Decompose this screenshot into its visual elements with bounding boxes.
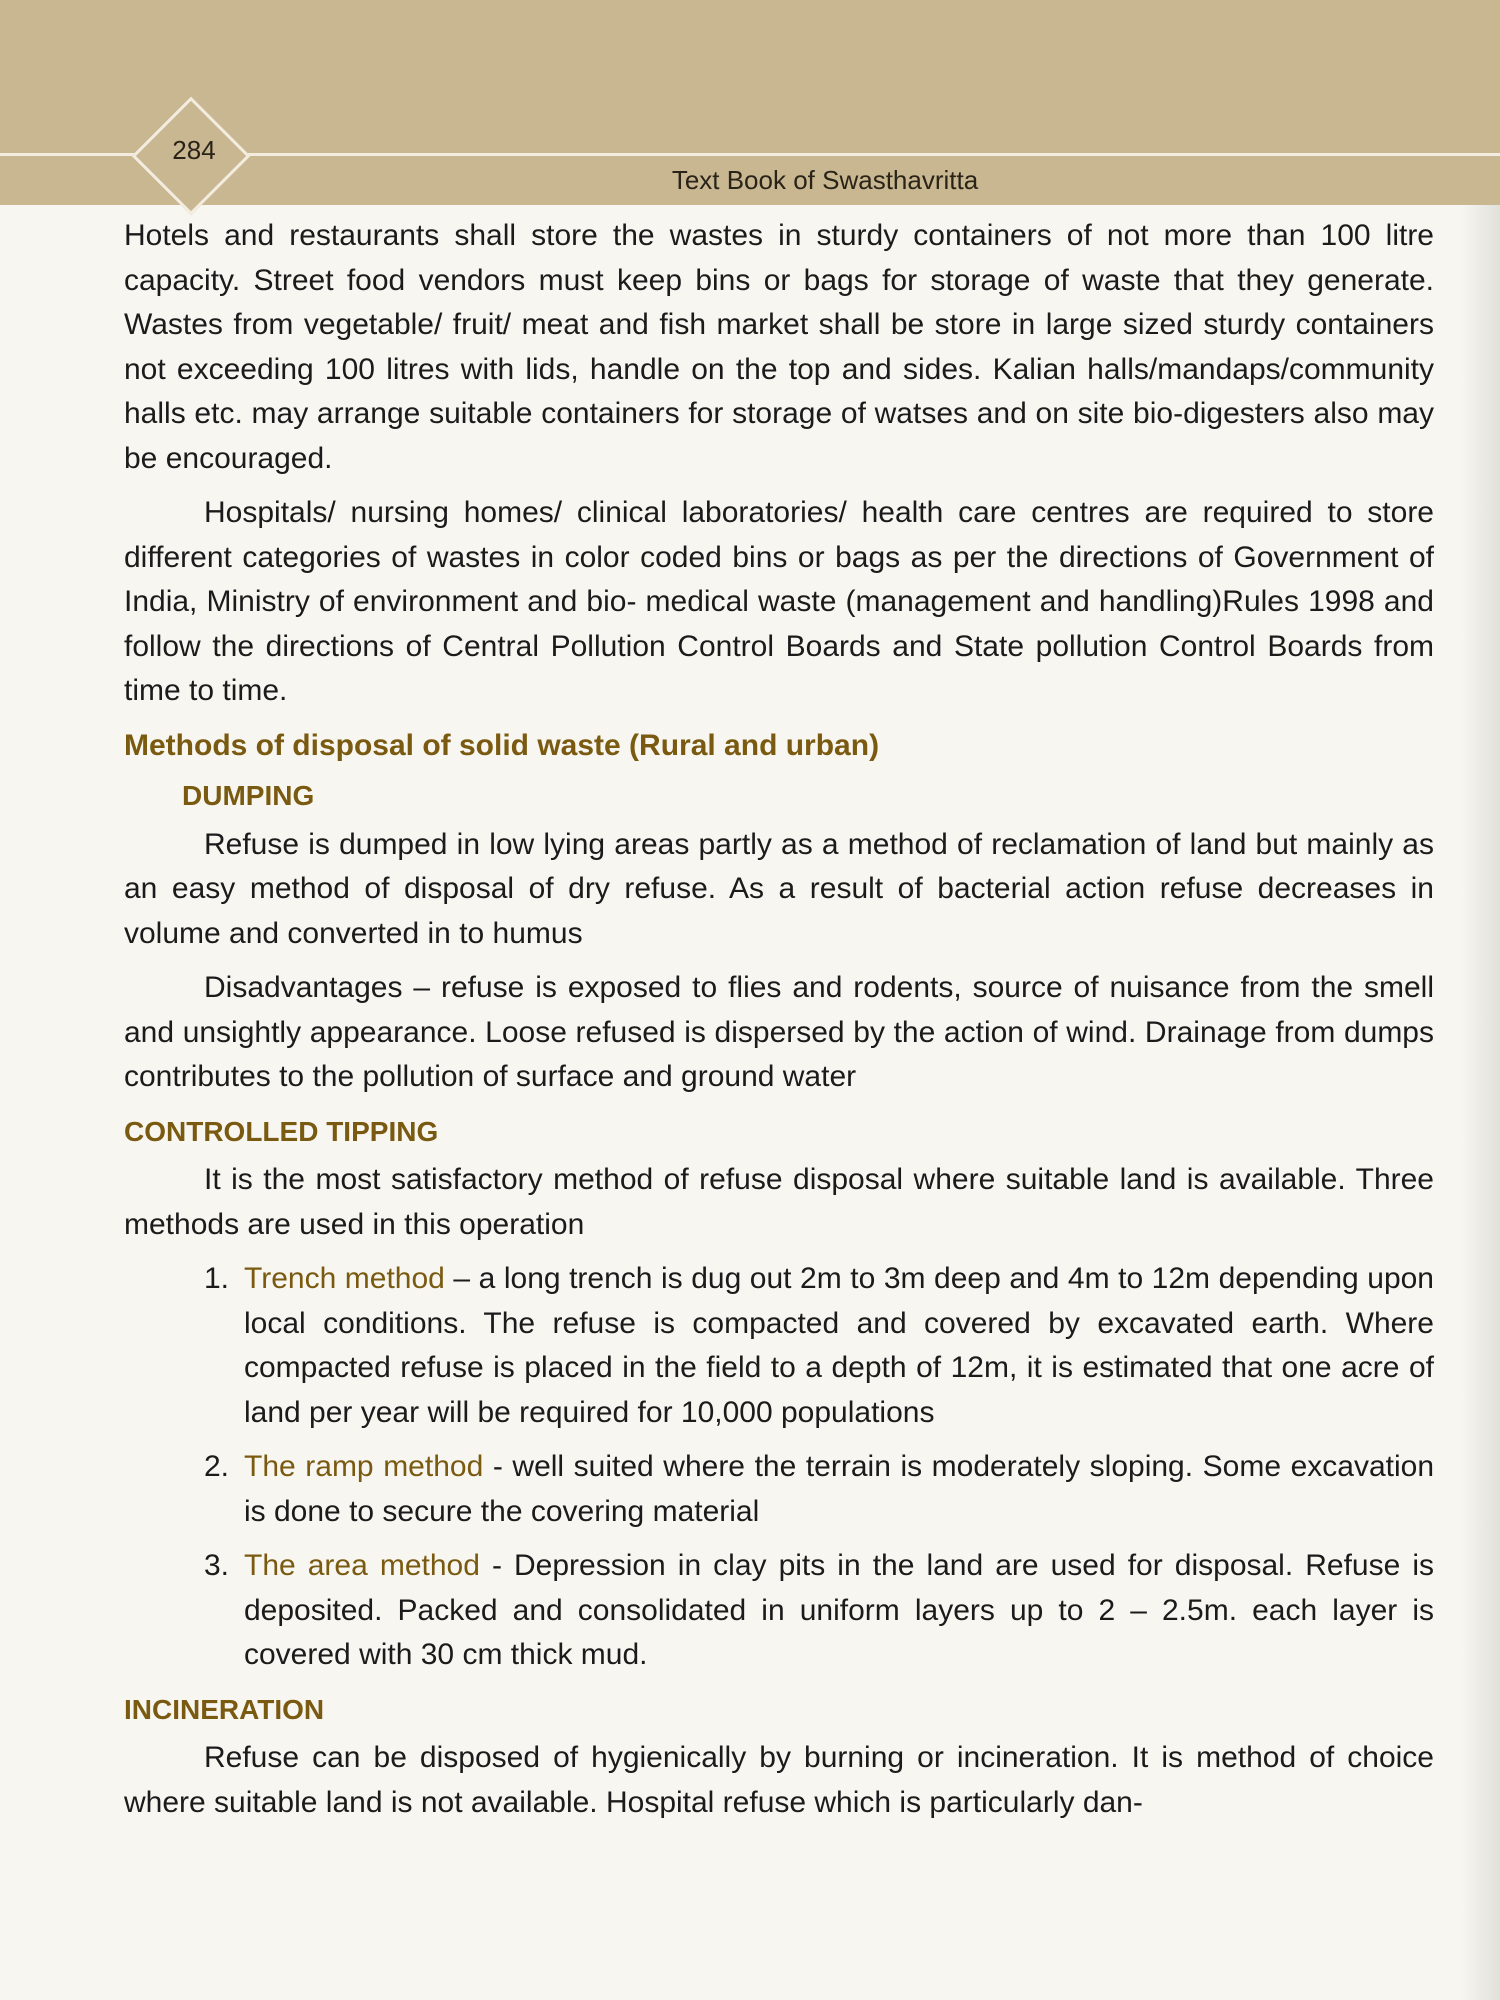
- tipping-methods-list: [124, 1257, 1434, 1678]
- paragraph-dumping-disadvantages: Disadvantages – refuse is exposed to flies and rodents, source of nuisance from the smell and unsightly appearance. Loose refused is dispersed by the action of wind. Drainage from dumps contributes to the pollution of surface and ground water: [124, 971, 1434, 1093]
- list-item-body: [244, 1445, 1434, 1534]
- method-term: The ramp method: [244, 1450, 484, 1483]
- list-item: [124, 1544, 1434, 1678]
- method-description: – a long trench is dug out 2m to 3m deep and 4m to 12m depending upon local conditions. The refuse is compacted and covered by excavated earth. Where compacted refuse is placed in the field to a depth of 12m, it is estimated that one acre of land per year will be required for 10,000 populations: [244, 1262, 1434, 1429]
- subheading-controlled-tipping: CONTROLLED TIPPING: [124, 1115, 439, 1147]
- method-description: - well suited where the terrain is moderately sloping. Some excavation is done to secure the covering material: [244, 1450, 1435, 1528]
- paragraph-hospitals: Hospitals/ nursing homes/ clinical laboratories/ health care centres are required to store different categories of wastes in color coded bins or bags as per the directions of Government of India, Ministry of environment and bio- medical waste (management and handling)Rules 1998 and follow the directions of Central Pollution Control Boards and State pollution Control Boards from time to time.: [124, 496, 1434, 707]
- list-item-number: 1.: [204, 1262, 230, 1295]
- list-item: [124, 1257, 1434, 1435]
- subheading-incineration: INCINERATION: [124, 1693, 325, 1725]
- method-term: The area method: [244, 1549, 480, 1582]
- list-item: [124, 1445, 1434, 1534]
- paragraph-incineration: Refuse can be disposed of hygienically by burning or incineration. It is method of choice where suitable land is not available. Hospital refuse which is particularly dan-: [124, 1741, 1434, 1819]
- list-item-number: 2.: [204, 1450, 230, 1483]
- list-item-body: [244, 1257, 1434, 1435]
- method-term: Trench method: [244, 1262, 445, 1295]
- method-description: - Depression in clay pits in the land are used for disposal. Refuse is deposited. Packed and consolidated in uniform layers up to 2 – 2.5m. each layer is covered with 30 cm thick mud.: [244, 1549, 1434, 1671]
- list-item-number: 3.: [204, 1549, 230, 1582]
- section-heading-methods: Methods of disposal of solid waste (Rural and urban): [124, 728, 880, 762]
- page-edge-shadow: [1462, 205, 1500, 2000]
- list-item-body: [244, 1544, 1434, 1678]
- page-number: 284: [172, 135, 216, 165]
- page-body: [124, 214, 1434, 1835]
- paragraph-dumping: Refuse is dumped in low lying areas partly as a method of reclamation of land but mainly as an easy method of disposal of dry refuse. As a result of bacterial action refuse decreases in volume and converted in to humus: [124, 827, 1434, 950]
- subheading-dumping: DUMPING: [182, 780, 315, 811]
- paragraph-hotels: Hotels and restaurants shall store the wastes in sturdy containers of not more than 100 litre capacity. Street food vendors must keep bins or bags for storage of waste that they generate. Wastes from vegetable/ fruit/ meat and fish market shall be store in large sized sturdy containers not exceeding 100 litres with lids, handle on the top and sides. Kalian halls/mandaps/community halls etc. may arrange suitable containers for storage of watses and on site bio-digesters also may be encouraged.: [124, 219, 1434, 475]
- running-title: Text Book of Swasthavritta: [671, 165, 979, 195]
- paragraph-controlled-tipping: It is the most satisfactory method of refuse disposal where suitable land is available. Three methods are used in this operation: [124, 1163, 1434, 1241]
